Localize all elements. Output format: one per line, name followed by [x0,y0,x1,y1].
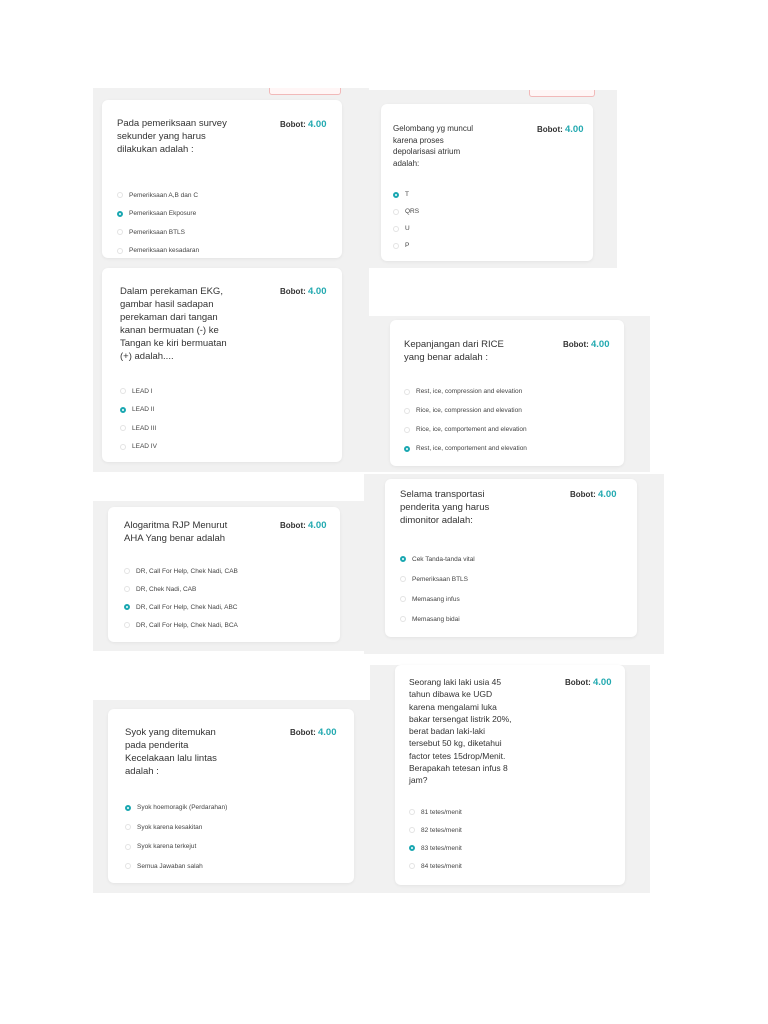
weight-value: 4.00 [565,124,584,135]
answer-option-label: Syok karena kesakitan [137,823,203,831]
radio-icon[interactable] [117,192,123,198]
radio-icon[interactable] [404,408,410,414]
radio-selected-icon[interactable] [125,805,131,811]
radio-icon[interactable] [393,226,399,232]
weight-label [537,124,584,135]
weight-label [565,677,612,688]
weight-label-text: Bobot: [563,340,589,349]
answer-option[interactable] [400,569,600,589]
answer-options [125,798,325,876]
answer-option[interactable] [125,857,325,877]
answer-option[interactable] [120,438,240,457]
notice-strip [529,90,595,97]
weight-label-text: Bobot: [280,287,306,296]
weight-value: 4.00 [318,727,337,738]
answer-options [120,382,240,456]
answer-option[interactable] [409,803,559,821]
answer-option-label: LEAD III [132,424,157,432]
radio-icon[interactable] [409,827,415,833]
radio-icon[interactable] [125,844,131,850]
answer-option[interactable] [400,549,600,569]
answer-option[interactable] [125,818,325,838]
radio-icon[interactable] [117,229,123,235]
radio-icon[interactable] [117,248,123,254]
answer-option[interactable] [120,401,240,420]
answer-option-label: 83 tetes/menit [421,844,462,852]
weight-value: 4.00 [598,489,617,500]
radio-icon[interactable] [404,427,410,433]
answer-option[interactable] [125,837,325,857]
answer-options [393,186,513,254]
answer-option-label: LEAD I [132,387,153,395]
answer-option-label: DR, Call For Help, Chek Nadi, BCA [136,621,238,629]
radio-icon[interactable] [400,596,406,602]
weight-label [280,520,327,531]
answer-option-label: LEAD IV [132,443,157,451]
radio-icon[interactable] [120,425,126,431]
answer-option[interactable] [124,616,334,634]
answer-option[interactable] [117,186,317,205]
question-card [390,320,624,466]
answer-option[interactable] [404,439,614,458]
radio-selected-icon[interactable] [404,446,410,452]
answer-option-label: DR, Chek Nadi, CAB [136,585,197,593]
answer-option[interactable] [124,562,334,580]
answer-option-label: Rice, ice, compression and elevation [416,407,522,414]
weight-label-text: Bobot: [565,678,591,687]
radio-icon[interactable] [409,809,415,815]
answer-option[interactable] [393,237,513,254]
question-text: Kepanjangan dari RICE yang benar adalah : [404,339,504,363]
answer-option-label: Semua Jawaban salah [137,862,203,870]
answer-option-label: 81 tetes/menit [421,808,462,816]
radio-icon[interactable] [400,616,406,622]
answer-option[interactable] [120,419,240,438]
answer-options [117,186,317,260]
question-card [102,268,342,462]
answer-option[interactable] [400,609,600,629]
answer-option-label: Cek Tanda-tanda vital [412,555,475,563]
answer-option[interactable] [393,186,513,203]
weight-label [570,489,617,500]
answer-option[interactable] [409,839,559,857]
notice-strip [269,88,341,95]
radio-selected-icon[interactable] [393,192,399,198]
answer-option[interactable] [404,420,614,439]
question-card [395,665,625,885]
weight-label [280,119,327,130]
answer-option[interactable] [125,798,325,818]
answer-option-label: QRS [405,208,420,215]
weight-value: 4.00 [308,520,327,531]
answer-option-label: P [405,242,410,249]
answer-option-label: Syok karena terkejut [137,843,197,851]
answer-option[interactable] [117,242,317,261]
answer-option[interactable] [124,580,334,598]
answer-option[interactable] [393,220,513,237]
weight-label [563,339,610,350]
radio-icon[interactable] [125,824,131,830]
radio-icon[interactable] [393,243,399,249]
radio-icon[interactable] [409,863,415,869]
answer-option-label: Syok hoemoragik (Perdarahan) [137,804,228,812]
answer-option-label: Pemeriksaan Ekposure [129,210,197,218]
answer-option-label: Rest, ice, comportement and elevation [416,445,527,452]
question-text: Syok yang ditemukan pada penderita Kecelakaan lalu lintas adalah : [125,727,217,777]
answer-option[interactable] [404,382,614,401]
answer-option[interactable] [409,857,559,875]
radio-selected-icon[interactable] [409,845,415,851]
screenshot-panel [93,88,369,273]
screenshot-panel [93,262,369,472]
weight-label-text: Bobot: [290,728,316,737]
answer-option[interactable] [120,382,240,401]
answer-option-label: Pemeriksaan A,B dan C [129,191,199,199]
weight-value: 4.00 [308,119,327,130]
radio-icon[interactable] [120,444,126,450]
radio-selected-icon[interactable] [120,407,126,413]
radio-icon[interactable] [120,388,126,394]
answer-option-label: Memasang bidai [412,615,460,623]
answer-option-label: Pemeriksaan kesadaran [129,247,200,255]
radio-icon[interactable] [393,209,399,215]
answer-option-label: Memasang infus [412,595,460,603]
weight-label-text: Bobot: [570,490,596,499]
answer-options [400,549,600,629]
question-text: Gelombang yg muncul karena proses depolarisasi atrium adalah: [393,124,474,168]
answer-option-label: 84 tetes/menit [421,862,462,870]
answer-option[interactable] [400,589,600,609]
weight-value: 4.00 [591,339,610,350]
answer-option-label: U [405,225,410,232]
screenshot-panel [93,700,370,893]
answer-option-label: Rice, ice, comportement and elevation [416,426,527,433]
question-card [385,479,637,637]
weight-label-text: Bobot: [537,125,563,134]
question-text: Seorang laki laki usia 45 tahun dibawa ke UGD karena mengalami luka bakar tersengat listrik 20%, berat badan laki-laki tersebut 50 kg, diketahui factor tetes 15drop/Menit. Berapakah tetesan infus 8 jam? [409,677,512,786]
screenshot-panel [93,501,364,651]
screenshot-panel [364,474,664,654]
question-text: Alogaritma RJP Menurut AHA Yang benar adalah [124,520,228,544]
question-text: Dalam perekaman EKG, gambar hasil sadapan perekaman dari tangan kanan bermuatan (-) ke Tangan ke kiri bermuatan (+) adalah.... [120,286,227,362]
weight-label-text: Bobot: [280,120,306,129]
radio-icon[interactable] [404,389,410,395]
screenshot-panel [369,90,617,268]
radio-icon[interactable] [125,863,131,869]
answer-options [404,382,614,458]
question-card [108,709,354,883]
answer-option[interactable] [124,598,334,616]
question-text: Selama transportasi penderita yang harus dimonitor adalah: [400,489,490,526]
answer-option-label: 82 tetes/menit [421,826,462,834]
answer-option-label: Rest, ice, compression and elevation [416,388,523,395]
radio-icon[interactable] [124,568,130,574]
weight-label-text: Bobot: [280,521,306,530]
weight-label [280,286,327,297]
question-card [108,507,340,642]
screenshot-panel [369,316,650,472]
answer-option-label: LEAD II [132,406,155,414]
answer-option-label: Pemeriksaan BTLS [412,575,468,583]
radio-selected-icon[interactable] [124,604,130,610]
screenshot-panel [370,665,650,893]
radio-icon[interactable] [400,576,406,582]
question-text: Pada pemeriksaan survey sekunder yang harus dilakukan adalah : [117,118,227,155]
answer-option-label: T [405,191,409,198]
answer-option[interactable] [409,821,559,839]
answer-option-label: DR, Call For Help, Chek Nadi, ABC [136,603,238,611]
radio-selected-icon[interactable] [117,211,123,217]
answer-option[interactable] [404,401,614,420]
question-card [381,104,593,261]
radio-icon[interactable] [124,586,130,592]
answer-option-label: DR, Call For Help, Chek Nadi, CAB [136,567,238,575]
weight-label [290,727,337,738]
answer-options [124,562,334,634]
weight-value: 4.00 [593,677,612,688]
answer-options [409,803,559,875]
weight-value: 4.00 [308,286,327,297]
radio-selected-icon[interactable] [400,556,406,562]
answer-option[interactable] [117,205,317,224]
answer-option[interactable] [393,203,513,220]
question-card [102,100,342,258]
radio-icon[interactable] [124,622,130,628]
answer-option-label: Pemeriksaan BTLS [129,228,185,236]
answer-option[interactable] [117,223,317,242]
